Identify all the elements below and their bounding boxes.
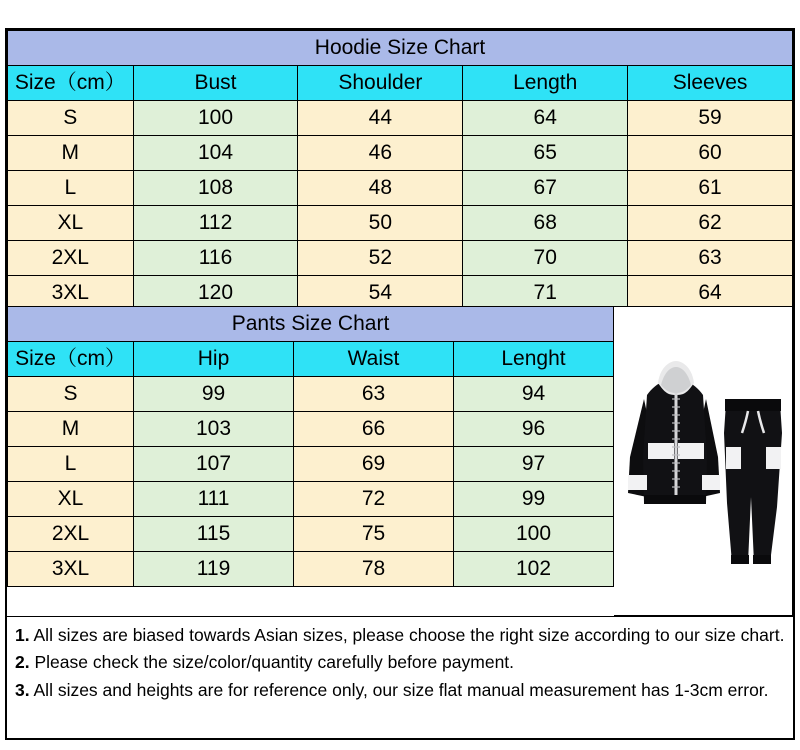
pants-header-row	[8, 342, 614, 377]
cell-length: 65	[463, 136, 628, 171]
cell-hip: 99	[134, 377, 294, 412]
cell-shoulder: 44	[298, 101, 463, 136]
hoodie-col-sleeves: Sleeves	[628, 66, 793, 101]
table-row	[8, 241, 793, 276]
hoodie-col-shoulder: Shoulder	[298, 66, 463, 101]
cell-length: 102	[453, 552, 613, 587]
cell-size: S	[8, 377, 134, 412]
note-2-number: 2.	[15, 652, 30, 673]
hoodie-col-size: Size（cm）	[8, 66, 134, 101]
hoodie-table	[7, 30, 793, 311]
table-row	[8, 377, 614, 412]
cell-length: 94	[453, 377, 613, 412]
pants-col-waist: Waist	[294, 342, 454, 377]
table-row	[8, 412, 614, 447]
cell-shoulder: 52	[298, 241, 463, 276]
table-row	[8, 206, 793, 241]
note-3	[15, 678, 785, 703]
table-row	[8, 552, 614, 587]
hoodie-title: Hoodie Size Chart	[8, 31, 793, 66]
cell-shoulder: 48	[298, 171, 463, 206]
table-row	[8, 517, 614, 552]
product-photo	[614, 306, 793, 616]
cell-size: XL	[8, 206, 134, 241]
cell-size: 3XL	[8, 276, 134, 311]
cell-shoulder: 54	[298, 276, 463, 311]
hoodie-col-length: Length	[463, 66, 628, 101]
cell-sleeves: 63	[628, 241, 793, 276]
cell-shoulder: 46	[298, 136, 463, 171]
cell-length: 68	[463, 206, 628, 241]
cell-hip: 115	[134, 517, 294, 552]
cell-bust: 112	[133, 206, 298, 241]
cell-waist: 63	[294, 377, 454, 412]
pants-col-hip: Hip	[134, 342, 294, 377]
pants-table	[7, 306, 614, 587]
note-1	[15, 623, 785, 648]
cell-bust: 120	[133, 276, 298, 311]
table-row	[8, 101, 793, 136]
cell-length: 70	[463, 241, 628, 276]
cell-size: XL	[8, 482, 134, 517]
pants-and-photo-section	[7, 306, 793, 616]
note-1-text: All sizes are biased towards Asian sizes, please choose the right size according to our size chart.	[29, 625, 785, 645]
cell-size: 2XL	[8, 517, 134, 552]
pants-col-length: Lenght	[453, 342, 613, 377]
cell-hip: 119	[134, 552, 294, 587]
cell-length: 71	[463, 276, 628, 311]
table-row	[8, 171, 793, 206]
hoodie-title-row	[8, 31, 793, 66]
cell-sleeves: 59	[628, 101, 793, 136]
pants-title: Pants Size Chart	[8, 307, 614, 342]
cell-size: L	[8, 171, 134, 206]
cell-length: 96	[453, 412, 613, 447]
cell-waist: 72	[294, 482, 454, 517]
cell-size: S	[8, 101, 134, 136]
pants-size-chart	[7, 306, 614, 616]
cell-waist: 66	[294, 412, 454, 447]
note-2	[15, 650, 785, 675]
cell-length: 100	[453, 517, 613, 552]
notes-section	[7, 616, 793, 740]
cell-waist: 78	[294, 552, 454, 587]
table-row	[8, 136, 793, 171]
cell-length: 97	[453, 447, 613, 482]
pants-title-row	[8, 307, 614, 342]
cell-bust: 108	[133, 171, 298, 206]
cell-shoulder: 50	[298, 206, 463, 241]
cell-waist: 75	[294, 517, 454, 552]
note-3-number: 3.	[15, 679, 30, 700]
cell-waist: 69	[294, 447, 454, 482]
pants-col-size: Size（cm）	[8, 342, 134, 377]
note-3-text: All sizes and heights are for reference only, our size flat manual measurement has 1-3cm error.	[29, 679, 769, 700]
cell-sleeves: 61	[628, 171, 793, 206]
note-2-text: Please check the size/color/quantity carefully before payment.	[29, 652, 515, 673]
cell-size: 2XL	[8, 241, 134, 276]
cell-length: 64	[463, 101, 628, 136]
cell-hip: 103	[134, 412, 294, 447]
cell-sleeves: 64	[628, 276, 793, 311]
cell-sleeves: 62	[628, 206, 793, 241]
cell-sleeves: 60	[628, 136, 793, 171]
table-row	[8, 482, 614, 517]
cell-length: 67	[463, 171, 628, 206]
cell-bust: 116	[133, 241, 298, 276]
table-row	[8, 447, 614, 482]
cell-hip: 107	[134, 447, 294, 482]
size-chart-sheet	[5, 28, 795, 740]
cell-bust: 100	[133, 101, 298, 136]
cell-length: 99	[453, 482, 613, 517]
cell-hip: 111	[134, 482, 294, 517]
hoodie-col-bust: Bust	[133, 66, 298, 101]
hoodie-size-chart	[7, 30, 793, 311]
note-1-number: 1.	[15, 625, 30, 645]
cell-size: M	[8, 136, 134, 171]
cell-size: M	[8, 412, 134, 447]
hoodie-header-row	[8, 66, 793, 101]
cell-bust: 104	[133, 136, 298, 171]
cell-size: L	[8, 447, 134, 482]
tracksuit-illustration	[614, 307, 793, 616]
cell-size: 3XL	[8, 552, 134, 587]
